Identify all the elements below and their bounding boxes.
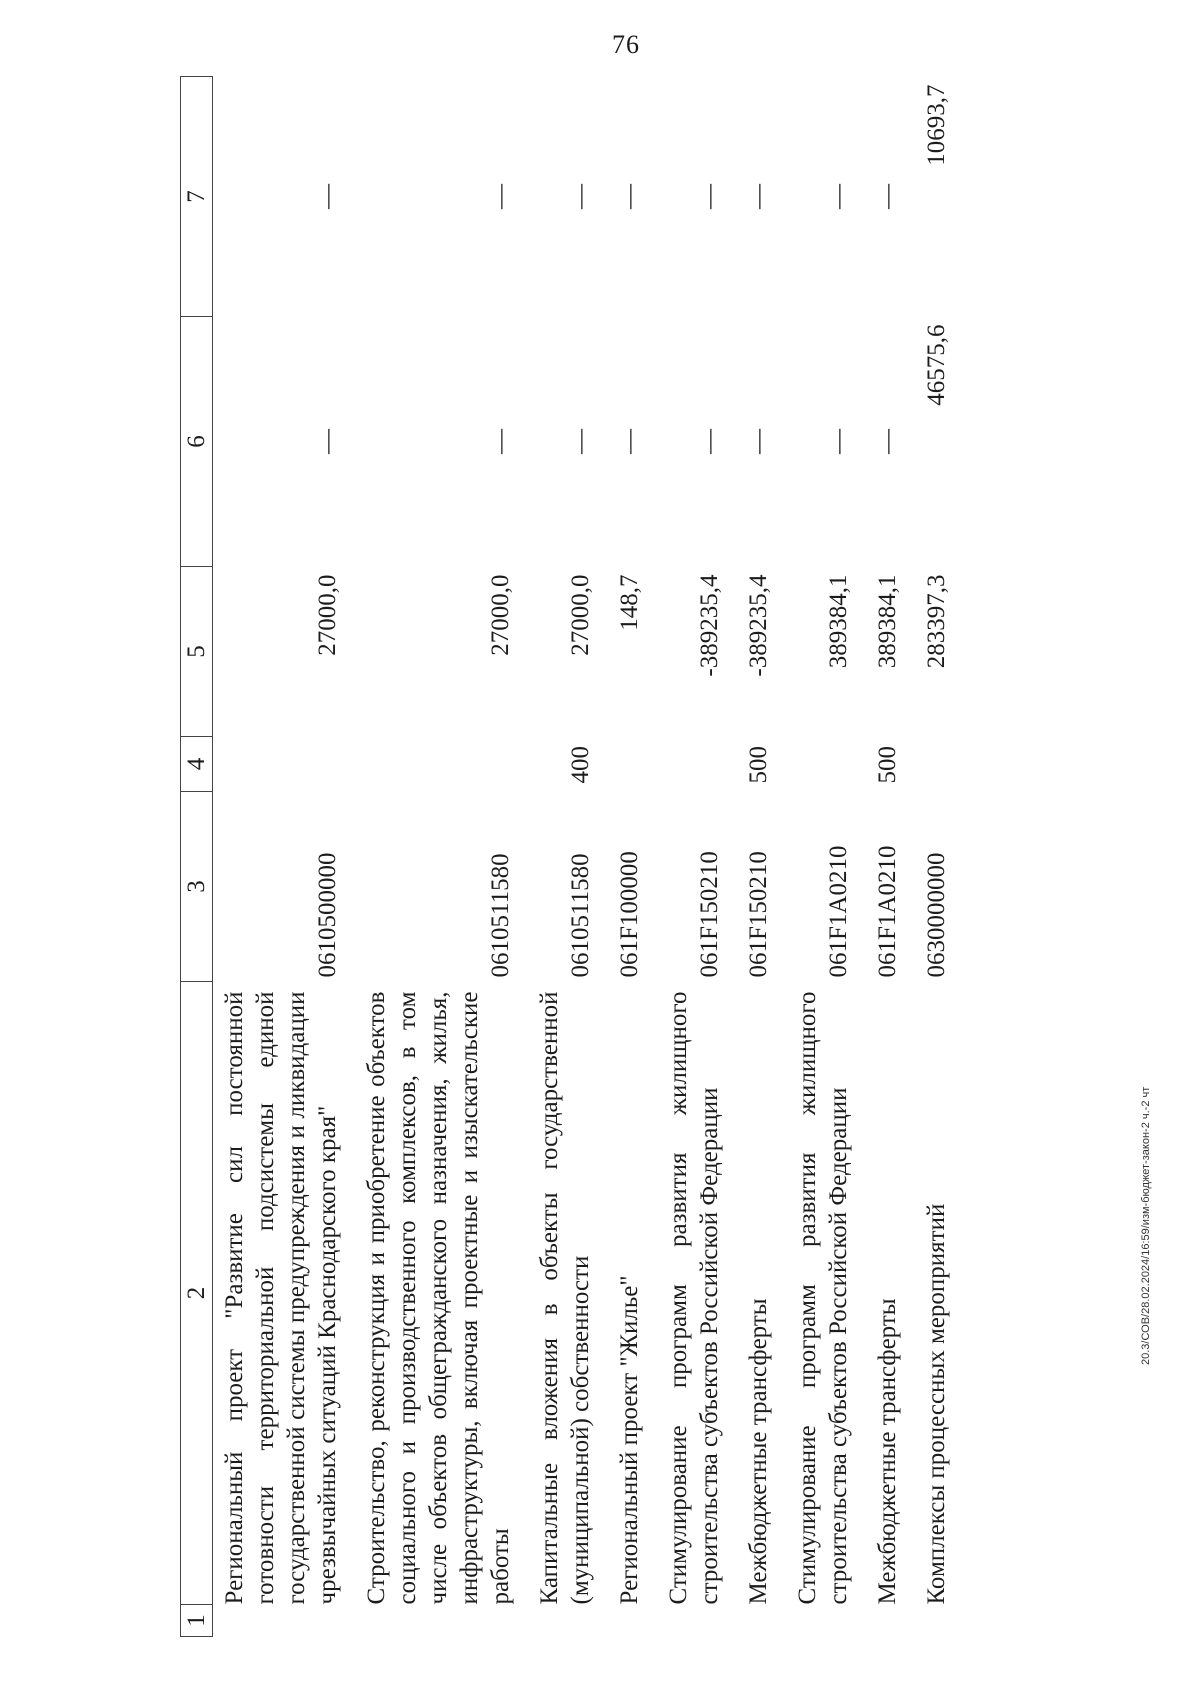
row-name: Межбюджетные трансферты: [874, 1298, 901, 1605]
row-name: Капитальные вложения в объекты государственной (муниципальной) собственности: [536, 991, 594, 1605]
row-sum-6: —: [874, 429, 901, 454]
table-row: [915, 77, 964, 1637]
table-row: [213, 77, 356, 1637]
row-name: Комплексы процессных мероприятий: [923, 1203, 950, 1605]
document-footer: 20.3/СОВ/28.02.2024/16:59/изм-бюджет-закон-2 ч.-2 чт: [1140, 1086, 1152, 1365]
row-vr: 500: [745, 746, 772, 784]
row-sum-5: 389384,1: [874, 574, 901, 669]
row-vr: [915, 737, 964, 792]
header-row: [181, 77, 213, 1637]
row-vr: [355, 737, 528, 792]
row-code: 0610511580: [487, 853, 514, 978]
row-sum-6: —: [616, 429, 643, 454]
row-vr: 400: [567, 746, 594, 784]
row-name: Стимулирование программ развития жилищного строительства субъектов Российской Федерации: [794, 991, 852, 1605]
row-vr: [786, 737, 866, 792]
column-header: 4: [181, 737, 213, 792]
row-sum-7: —: [745, 184, 772, 209]
row-sum-5: 283397,3: [923, 574, 950, 669]
row-sum-7: —: [825, 184, 852, 209]
row-sum-6: —: [745, 429, 772, 454]
column-header: 1: [181, 1605, 213, 1637]
row-sum-6: —: [567, 429, 594, 454]
row-sum-5: 27000,0: [487, 574, 514, 656]
row-code: 061F100000: [616, 851, 643, 978]
row-sum-7: —: [487, 184, 514, 209]
row-sum-7: —: [567, 184, 594, 209]
row-sum-6: —: [314, 429, 341, 454]
row-sum-6: —: [696, 429, 723, 454]
row-vr: [657, 737, 737, 792]
column-header: 2: [181, 982, 213, 1605]
column-header: 6: [181, 317, 213, 567]
column-header: 3: [181, 792, 213, 982]
page-number: 76: [612, 30, 640, 59]
row-vr: [213, 737, 356, 792]
row-sum-5: 27000,0: [314, 574, 341, 656]
row-code: 061F1A0210: [874, 845, 901, 978]
table-row: [355, 77, 528, 1637]
row-vr: 500: [874, 746, 901, 784]
row-sum-7: —: [314, 184, 341, 209]
column-header: 7: [181, 77, 213, 317]
row-vr: [608, 737, 657, 792]
table-row: [737, 77, 786, 1637]
rotated-table-container: [180, 77, 1060, 1637]
table-row: [786, 77, 866, 1637]
row-sum-6: —: [825, 429, 852, 454]
row-code: 0610500000: [314, 852, 341, 978]
row-sum-5: 389384,1: [825, 574, 852, 669]
column-header: 5: [181, 567, 213, 737]
row-code: 061F150210: [745, 851, 772, 978]
row-sum-7: —: [874, 184, 901, 209]
row-code: 061F1A0210: [825, 845, 852, 978]
row-sum-6: 46575,6: [923, 324, 950, 406]
row-name: Региональный проект "Развитие сил постоянной готовности территориальной подсистемы единой государственной системы предупреждения и ликвидации чрезвычайных ситуаций Краснодарского края": [221, 991, 341, 1605]
row-name: Региональный проект "Жилье": [616, 1275, 643, 1605]
row-name: Стимулирование программ развития жилищного строительства субъектов Российской Федерации: [665, 991, 723, 1605]
row-sum-5: -389235,4: [696, 574, 723, 677]
table-row: [657, 77, 737, 1637]
row-sum-5: 27000,0: [567, 574, 594, 656]
table-row: [528, 77, 608, 1637]
row-code: 0630000000: [923, 852, 950, 978]
row-sum-5: -389235,4: [745, 574, 772, 677]
row-code: 061F150210: [696, 851, 723, 978]
row-sum-5: 148,7: [616, 574, 643, 631]
row-code: 0610511580: [567, 853, 594, 978]
row-name: Межбюджетные трансферты: [745, 1298, 772, 1605]
table-row: [608, 77, 657, 1637]
row-sum-6: —: [487, 429, 514, 454]
row-name: Строительство, реконструкция и приобретение объектов социального и производственного комплексов, в том числе объектов общегражданского назначения, жилья, инфраструктуры, включая проектные и изыскательские работы: [363, 991, 514, 1605]
budget-table: [180, 76, 964, 1637]
row-sum-7: —: [616, 184, 643, 209]
row-sum-7: 10693,7: [923, 84, 950, 166]
row-sum-7: —: [696, 184, 723, 209]
table-row: [866, 77, 915, 1637]
